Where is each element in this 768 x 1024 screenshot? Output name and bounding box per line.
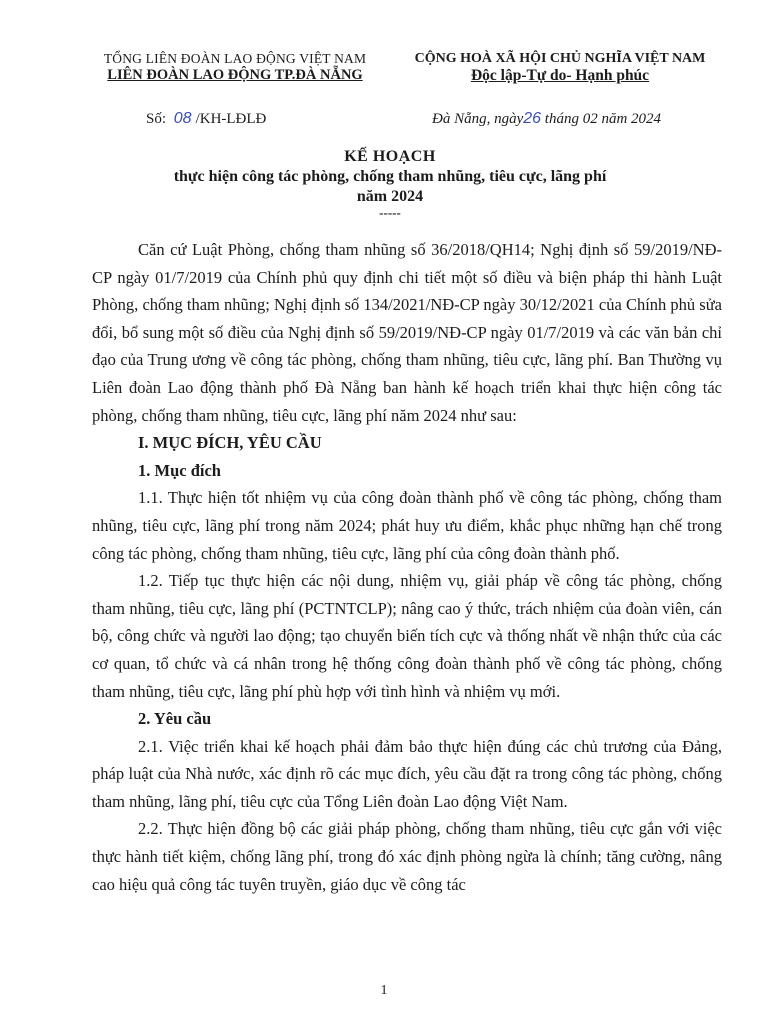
intro-paragraph: Căn cứ Luật Phòng, chống tham nhũng số 36/2018/QH14; Nghị định số 59/2019/NĐ-CP ngày 01/7/2019 của Chính phủ quy định chi tiết một số điều và biện pháp thi hành Luật Phòng, chống tham nhũng; Nghị định số 134/2021/NĐ-CP ngày 30/12/2021 của Chính phủ sửa đổi, bổ sung một số điều của Nghị định số 59/2019/NĐ-CP ngày 01/7/2019 và các văn bản chỉ đạo của Trung ương về công tác phòng, chống tham nhũng, tiêu cực, lãng phí. Ban Thường vụ Liên đoàn Lao động thành phố Đà Nẵng ban hành kế hoạch triển khai thực hiện công tác phòng, chống tham nhũng, tiêu cực, lãng phí năm 2024 như sau:	[92, 240, 722, 425]
title-separator: -----	[379, 205, 401, 220]
document-date-prefix: Đà Nẵng, ngày	[432, 111, 524, 127]
document-number	[146, 110, 266, 128]
document-body	[92, 236, 722, 898]
paragraph-1-2: 1.2. Tiếp tục thực hiện các nội dung, nhiệm vụ, giải pháp về công tác phòng, chống tham nhũng, tiêu cực, lãng phí (PCTNTCLP); nâng cao ý thức, trách nhiệm của đoàn viên, cán bộ, công chức và người lao động; tạo chuyển biến tích cực và thống nhất về nhận thức của các cơ quan, tổ chức và cá nhân trong hệ thống công đoàn thành phố về công tác phòng, chống tham nhũng, tiêu cực, lãng phí phù hợp với tình hình và nhiệm vụ mới.	[92, 571, 722, 701]
subsection-heading-purpose: 1. Mục đích	[138, 460, 221, 480]
paragraph-1-1: 1.1. Thực hiện tốt nhiệm vụ của công đoàn thành phố về công tác phòng, chống tham nhũng, tiêu cực, lãng phí trong năm 2024; phát huy ưu điểm, khắc phục những hạn chế trong công tác phòng, chống tham nhũng, tiêu cực, lãng phí của công đoàn thành phố.	[92, 488, 722, 563]
document-date-suffix: tháng 02 năm 2024	[544, 111, 662, 127]
paragraph-2-2: 2.2. Thực hiện đồng bộ các giải pháp phòng, chống tham nhũng, tiêu cực gắn với việc thực hành tiết kiệm, chống lãng phí, trong đó xác định phòng ngừa là chính; tăng cường, nâng cao hiệu quả công tác tuyên truyền, giáo dục về công tác	[92, 819, 722, 894]
subsection-heading-requirements: 2. Yêu cầu	[138, 709, 212, 729]
document-number-handwritten: 08	[173, 110, 192, 127]
title-line-1: KẾ HOẠCH	[344, 148, 436, 165]
document-date	[432, 110, 661, 128]
page-number: 1	[380, 983, 388, 998]
national-motto: Độc lập-Tự do- Hạnh phúc	[470, 67, 650, 84]
paragraph-2-1: 2.1. Việc triển khai kế hoạch phải đảm bảo thực hiện đúng các chủ trương của Đảng, pháp luật của Nhà nước, xác định rõ các mục đích, yêu cầu đặt ra trong công tác phòng, chống tham nhũng, lãng phí, tiêu cực của Tổng Liên đoàn Lao động Việt Nam.	[92, 736, 722, 811]
organization-name: LIÊN ĐOÀN LAO ĐỘNG TP.ĐÀ NẴNG	[107, 67, 363, 83]
issuing-organization	[70, 50, 400, 84]
document-date-handwritten-day: 26	[523, 110, 542, 127]
document-title	[80, 147, 700, 219]
title-line-3: năm 2024	[356, 188, 424, 205]
title-line-2: thực hiện công tác phòng, chống tham nhũng, tiêu cực, lãng phí	[173, 168, 607, 185]
section-heading-1: I. MỤC ĐÍCH, YÊU CẦU	[138, 433, 322, 453]
national-title: CỘNG HOÀ XÃ HỘI CHỦ NGHĨA VIỆT NAM	[414, 51, 706, 66]
parent-organization: TỔNG LIÊN ĐOÀN LAO ĐỘNG VIỆT NAM	[103, 51, 367, 66]
national-header	[395, 50, 725, 84]
document-number-prefix: Số:	[146, 111, 167, 127]
document-number-suffix: /KH-LĐLĐ	[195, 111, 267, 127]
